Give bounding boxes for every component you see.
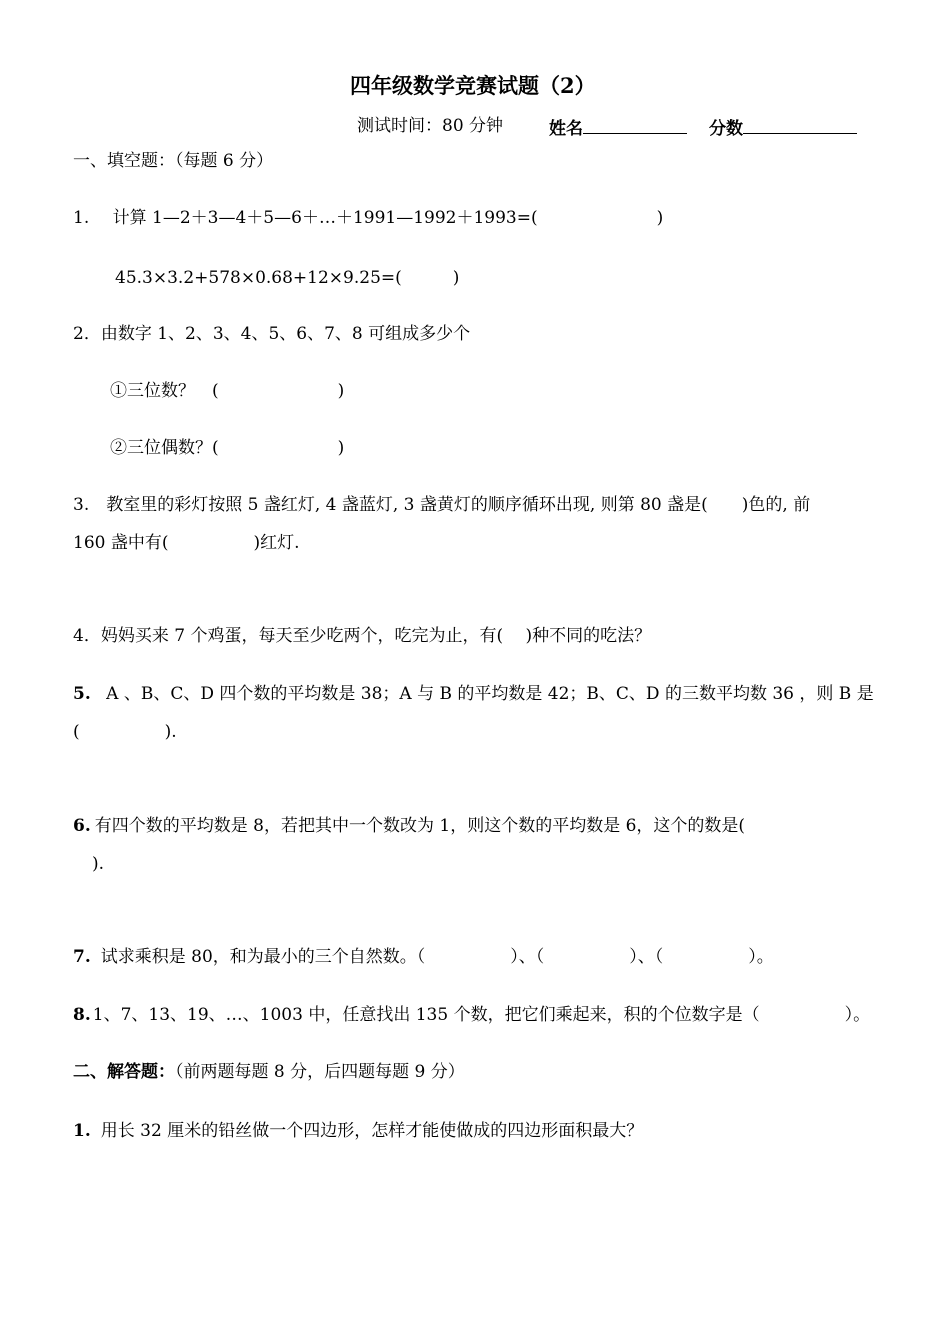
question-5 (73, 683, 874, 705)
name-label: 姓名 (549, 119, 583, 139)
question-8-text: 1、7、13、19、…、1003 中，任意找出 135 个数，把它们乘起来，积的个位数字是（ ）。 (92, 1005, 871, 1025)
question-6-number: 6. (73, 816, 91, 836)
name-field[interactable] (549, 115, 687, 140)
section2-question-1 (73, 1120, 643, 1142)
question-1-text: 计算 1—2＋3—4＋5—6＋…＋1991—1992＋1993=( ) (112, 208, 664, 228)
question-5-cont: ( ). (73, 722, 177, 742)
question-2a: ①三位数？ ( ) (110, 381, 345, 401)
question-2b: ②三位偶数？( ) (110, 438, 345, 458)
section2-title: 二、解答题： (73, 1062, 175, 1082)
question-7 (73, 946, 774, 968)
question-1-number: 1. (73, 208, 90, 228)
question-6 (73, 815, 745, 837)
question-7-number: 7. (73, 947, 91, 967)
name-blank[interactable] (583, 115, 687, 134)
section2-heading (73, 1061, 465, 1083)
section2-question-1-text: 用长 32 厘米的铅丝做一个四边形，怎样才能使做成的四边形面积最大？ (100, 1121, 644, 1141)
section1-heading: 一、填空题：（每题 6 分） (73, 151, 274, 171)
question-7-text: 试求乘积是 80，和为最小的三个自然数。（ ）、（ ）、（ ）。 (100, 947, 774, 967)
question-5-text: A 、B、C、D 四个数的平均数是 38；A 与 B 的平均数是 42；B、C、D 的三数平均数 36 ，则 B 是 (100, 684, 874, 704)
score-blank[interactable] (743, 115, 857, 134)
test-time-label: 测试时间：80 分钟 (357, 116, 504, 136)
question-6-cont: ). (92, 854, 105, 874)
question-4: 4．妈妈买来 7 个鸡蛋，每天至少吃两个，吃完为止，有( )种不同的吃法？ (73, 626, 652, 646)
score-label: 分数 (709, 119, 743, 139)
question-3-cont: 160 盏中有( )红灯. (73, 533, 300, 553)
question-2: 2．由数字 1、2、3、4、5、6、7、8 可组成多少个 (73, 324, 471, 344)
question-5-number: 5. (73, 684, 91, 704)
question-8 (73, 1004, 870, 1026)
question-1b: 45.3×3.2+578×0.68+12×9.25=( ) (115, 268, 460, 288)
section2-question-1-number: 1. (73, 1121, 91, 1141)
question-6-text: 有四个数的平均数是 8，若把其中一个数改为 1，则这个数的平均数是 6，这个的数是( (94, 816, 746, 836)
question-8-number: 8. (73, 1005, 91, 1025)
section2-note: （前两题每题 8 分，后四题每题 9 分） (175, 1062, 465, 1082)
page-title: 四年级数学竞赛试题（2） (350, 73, 596, 98)
question-1 (73, 207, 663, 229)
score-field[interactable] (709, 115, 857, 140)
question-3: 3. 教室里的彩灯按照 5 盏红灯, 4 盏蓝灯, 3 盏黄灯的顺序循环出现, 则第 80 盏是( )色的, 前 (73, 495, 811, 515)
